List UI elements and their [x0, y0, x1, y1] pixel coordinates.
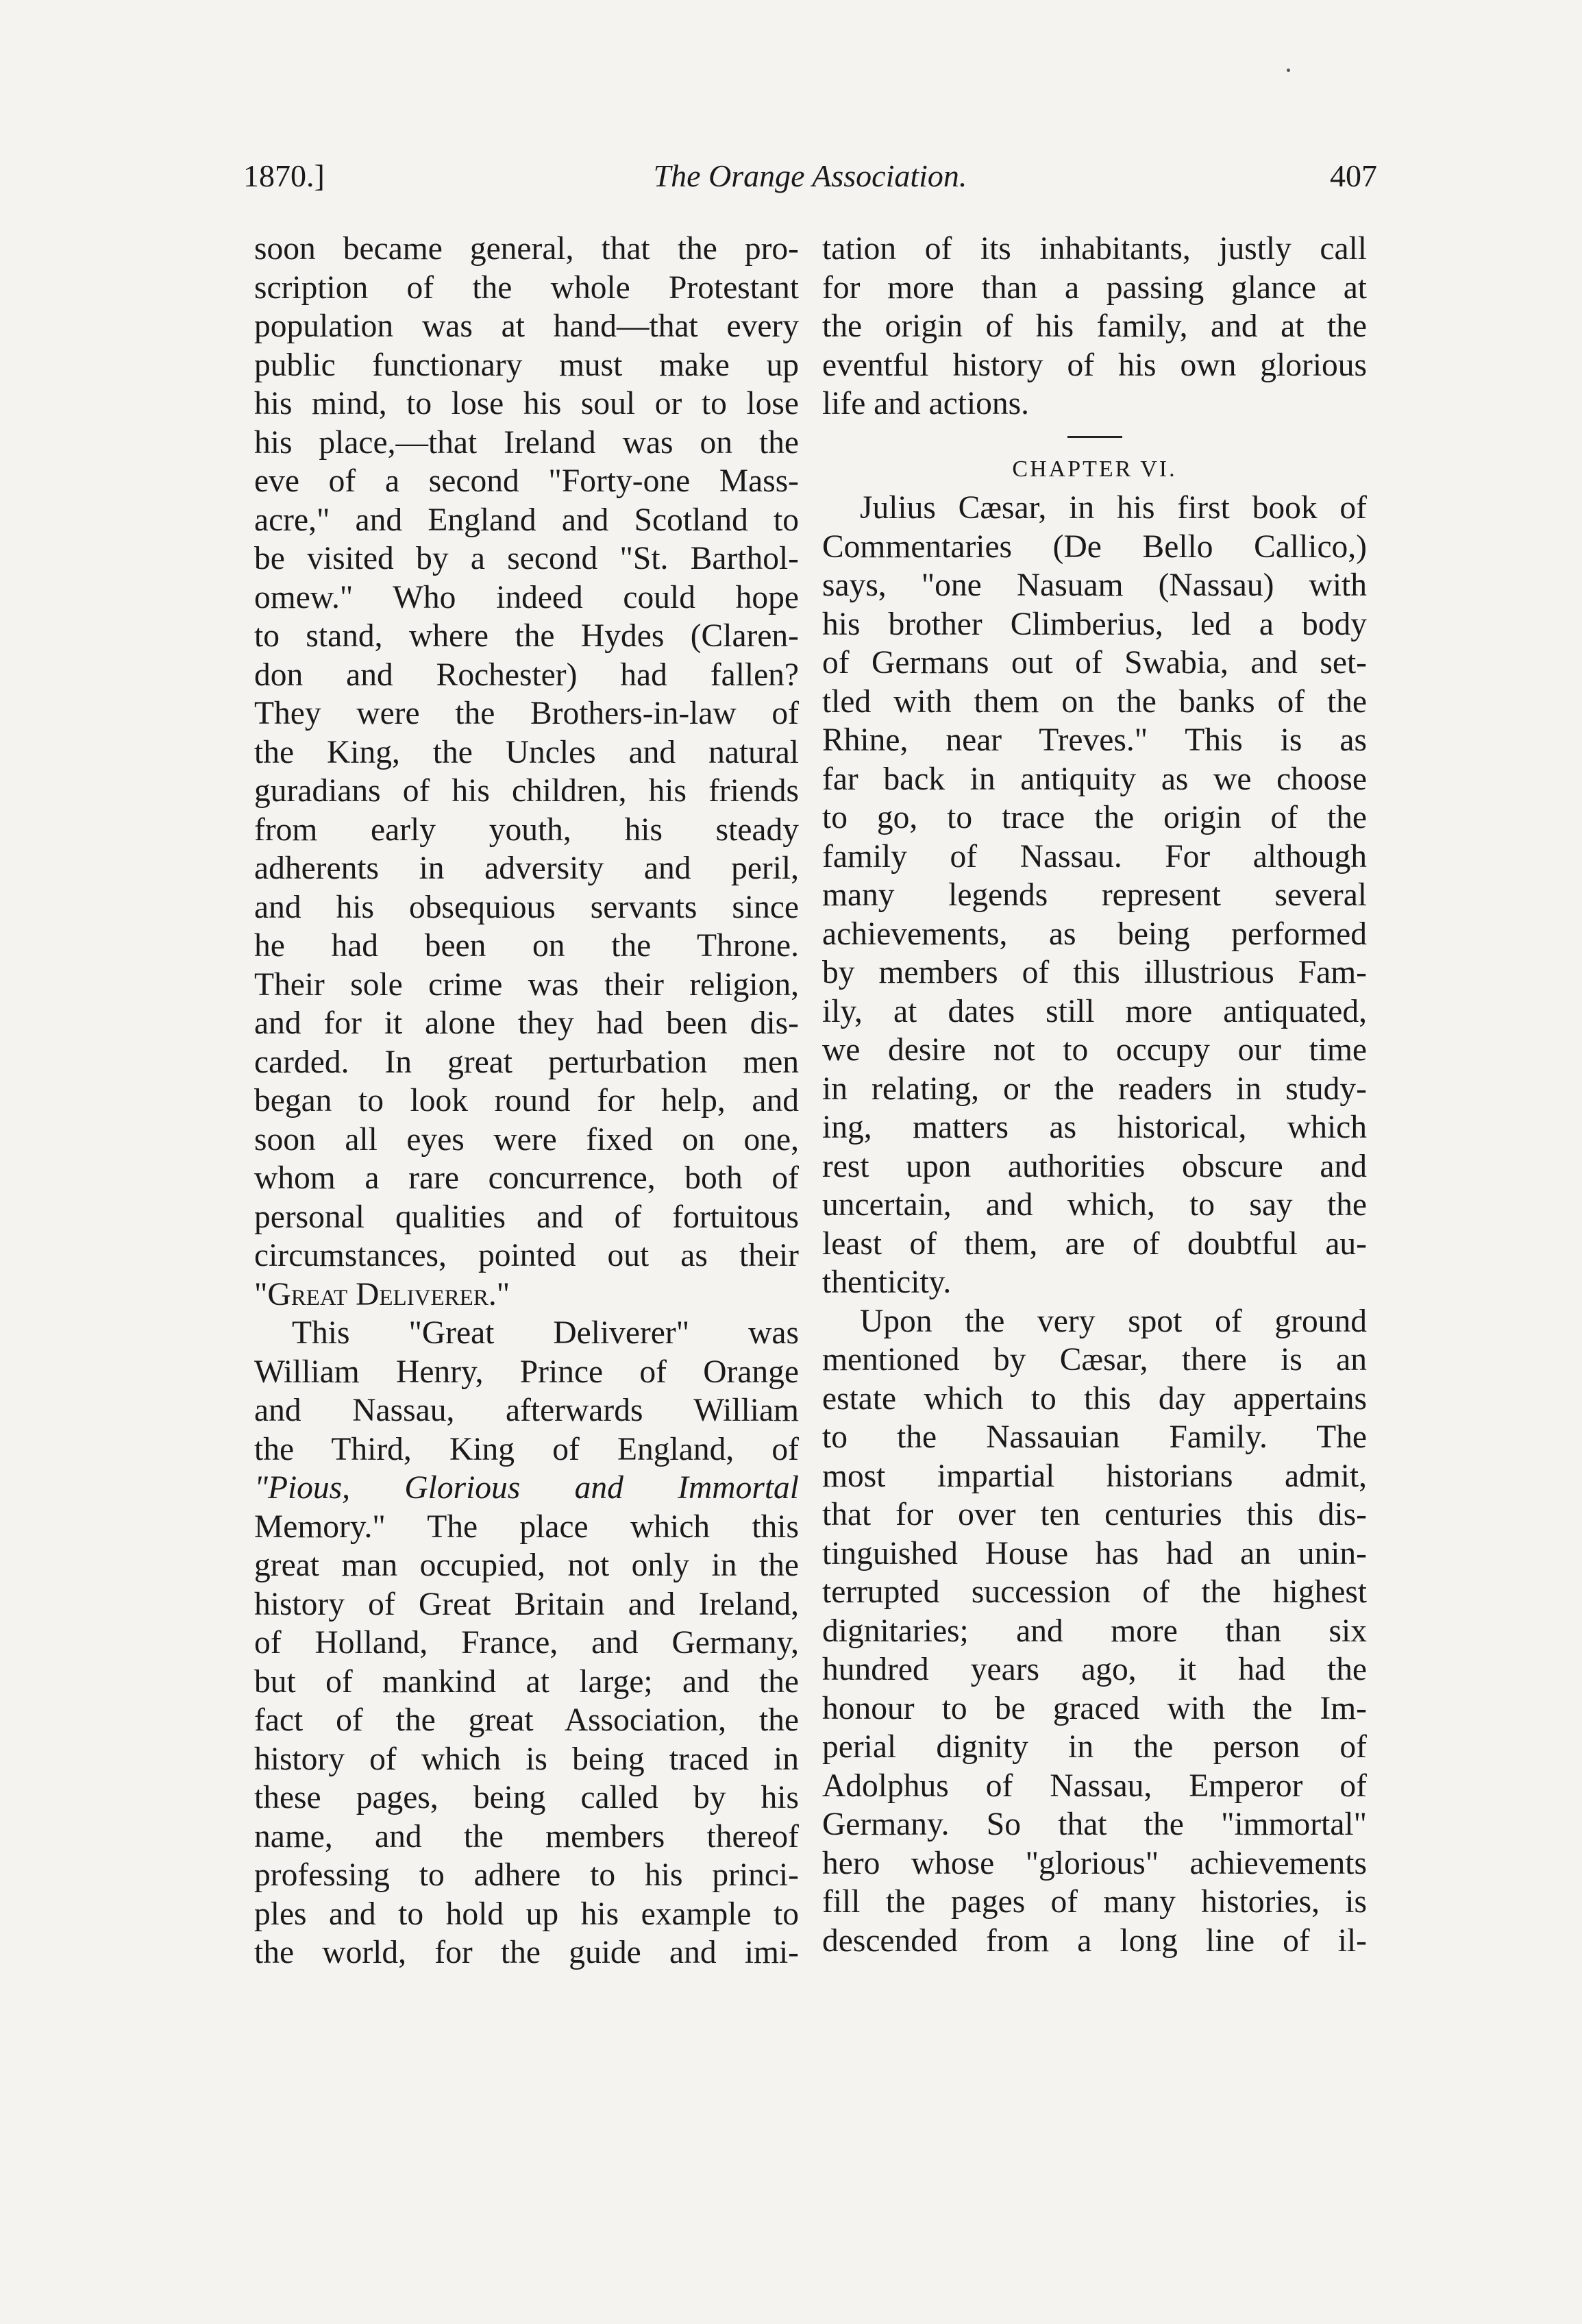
text-line: perial dignity in the person of: [822, 1729, 1367, 1765]
header-year: 1870.]: [243, 158, 325, 193]
text-line: Their sole crime was their religion,: [254, 966, 799, 1003]
paragraph: [822, 230, 1367, 424]
text-line: whom a rare concurrence, both of: [254, 1160, 799, 1196]
text-line: honour to be graced with the Im-: [822, 1690, 1367, 1726]
text-line: history of which is being traced in: [254, 1741, 799, 1777]
header-title: The Orange Association.: [653, 158, 967, 193]
paragraph: [822, 489, 1367, 1302]
text-line: but of mankind at large; and the: [254, 1663, 799, 1700]
text-line: Memory." The place which this: [254, 1508, 799, 1545]
text-line: to stand, where the Hydes (Claren-: [254, 618, 799, 654]
text-line: tinguished House has had an unin-: [822, 1535, 1367, 1571]
text-line: don and Rochester) had fallen?: [254, 657, 799, 693]
text-line: of Holland, France, and Germany,: [254, 1625, 799, 1661]
ink-speck: [1287, 69, 1290, 72]
text-line: Germany. So that the "immortal": [822, 1807, 1367, 1842]
text-line: the origin of his family, and at the: [822, 308, 1367, 344]
text-line: rest upon authorities obscure and: [822, 1148, 1367, 1184]
text-line: most impartial historians admit,: [822, 1458, 1367, 1494]
text-line: population was at hand—that every: [254, 308, 799, 344]
text-line: acre," and England and Scotland to: [254, 502, 799, 538]
text-line: fill the pages of many histories, is: [822, 1884, 1367, 1920]
text-line: ples and to hold up his example to: [254, 1896, 799, 1932]
paragraph: [254, 230, 799, 1314]
text-line: least of them, are of doubtful au-: [822, 1225, 1367, 1262]
text-line: soon all eyes were fixed on one,: [254, 1121, 799, 1158]
text-line: hundred years ago, it had the: [822, 1652, 1367, 1687]
text-line: in relating, or the readers in study-: [822, 1071, 1367, 1107]
text-line: adherents in adversity and peril,: [254, 851, 799, 886]
text-line: name, and the members thereof: [254, 1818, 799, 1855]
text-line: Adolphus of Nassau, Emperor of: [822, 1768, 1367, 1804]
text-line: be visited by a second "St. Barthol-: [254, 541, 799, 576]
text-line: he had been on the Throne.: [254, 928, 799, 964]
text-line: This "Great Deliverer" was: [292, 1315, 799, 1351]
text-line: for more than a passing glance at: [822, 269, 1367, 306]
text-line: William Henry, Prince of Orange: [254, 1354, 799, 1390]
text-line: great man occupied, not only in the: [254, 1548, 799, 1583]
text-line: "Great Deliverer.": [254, 1276, 510, 1312]
text-line: scription of the whole Protestant: [254, 269, 799, 306]
text-line: to the Nassauian Family. The: [822, 1419, 1367, 1455]
text-line: says, "one Nasuam (Nassau) with: [822, 567, 1367, 603]
text-line: and for it alone they had been dis-: [254, 1005, 799, 1041]
text-line: tled with them on the banks of the: [822, 683, 1367, 720]
text-line: life and actions.: [822, 386, 1030, 421]
text-line: tation of its inhabitants, justly call: [822, 231, 1367, 267]
text-line: eventful history of his own glorious: [822, 347, 1367, 383]
text-line: far back in antiquity as we choose: [822, 761, 1367, 797]
text-line: Rhine, near Treves." This is as: [822, 722, 1367, 758]
text-line: by members of this illustrious Fam-: [822, 955, 1367, 990]
text-line: dignitaries; and more than six: [822, 1613, 1367, 1649]
text-line: hero whose "glorious" achievements: [822, 1845, 1367, 1881]
text-line: to go, to trace the origin of the: [822, 800, 1367, 835]
text-line: Julius Cæsar, in his first book of: [860, 490, 1367, 526]
text-line: ing, matters as historical, which: [822, 1110, 1367, 1145]
chapter-heading: CHAPTER VI.: [1012, 456, 1177, 482]
text-line: of Germans out of Swabia, and set-: [822, 645, 1367, 681]
running-header: [243, 158, 1377, 206]
section-divider: [1067, 436, 1122, 438]
text-line: history of Great Britain and Ireland,: [254, 1586, 799, 1622]
paragraph: [254, 1314, 799, 1972]
text-line: the King, the Uncles and natural: [254, 734, 799, 770]
text-line: eve of a second "Forty-one Mass-: [254, 463, 799, 499]
paragraph: [822, 1302, 1367, 1961]
text-line: omew." Who indeed could hope: [254, 579, 799, 615]
text-line: fact of the great Association, the: [254, 1702, 799, 1738]
text-line: uncertain, and which, to say the: [822, 1187, 1367, 1223]
text-line: the Third, King of England, of: [254, 1431, 799, 1467]
text-line: terrupted succession of the highest: [822, 1574, 1367, 1610]
text-line: that for over ten centuries this dis-: [822, 1497, 1367, 1532]
text-line: thenticity.: [822, 1264, 952, 1300]
text-line: Commentaries (De Bello Callico,): [822, 528, 1367, 565]
text-line: these pages, being called by his: [254, 1780, 799, 1815]
text-line: carded. In great perturbation men: [254, 1044, 799, 1080]
page-number: 407: [1330, 158, 1377, 193]
text-line: his place,—that Ireland was on the: [254, 424, 799, 461]
text-line: ily, at dates still more antiquated,: [822, 993, 1367, 1029]
text-line: descended from a long line of il-: [822, 1922, 1367, 1959]
text-line: "Pious, Glorious and Immortal: [254, 1470, 799, 1506]
text-line: professing to adhere to his princi-: [254, 1857, 799, 1893]
text-line: soon became general, that the pro-: [254, 231, 799, 267]
right-column: [822, 230, 1367, 1960]
text-line: we desire not to occupy our time: [822, 1032, 1367, 1068]
text-line: and his obsequious servants since: [254, 889, 799, 925]
text-line: mentioned by Cæsar, there is an: [822, 1342, 1367, 1378]
text-line: personal qualities and of fortuitous: [254, 1199, 799, 1235]
text-line: estate which to this day appertains: [822, 1380, 1367, 1417]
text-line: public functionary must make up: [254, 347, 799, 383]
text-line: began to look round for help, and: [254, 1083, 799, 1118]
text-line: guradians of his children, his friends: [254, 773, 799, 809]
text-line: Upon the very spot of ground: [860, 1303, 1367, 1339]
text-line: from early youth, his steady: [254, 811, 799, 848]
text-line: and Nassau, afterwards William: [254, 1393, 799, 1428]
text-line: achievements, as being performed: [822, 916, 1367, 952]
text-line: the world, for the guide and imi-: [254, 1935, 799, 1970]
text-line: his brother Climberius, led a body: [822, 606, 1367, 642]
text-line: many legends represent several: [822, 877, 1367, 913]
text-line: family of Nassau. For although: [822, 838, 1367, 874]
text-line: circumstances, pointed out as their: [254, 1238, 799, 1273]
text-line: his mind, to lose his soul or to lose: [254, 386, 799, 421]
left-column: [254, 230, 799, 1972]
text-line: They were the Brothers-in-law of: [254, 696, 799, 731]
